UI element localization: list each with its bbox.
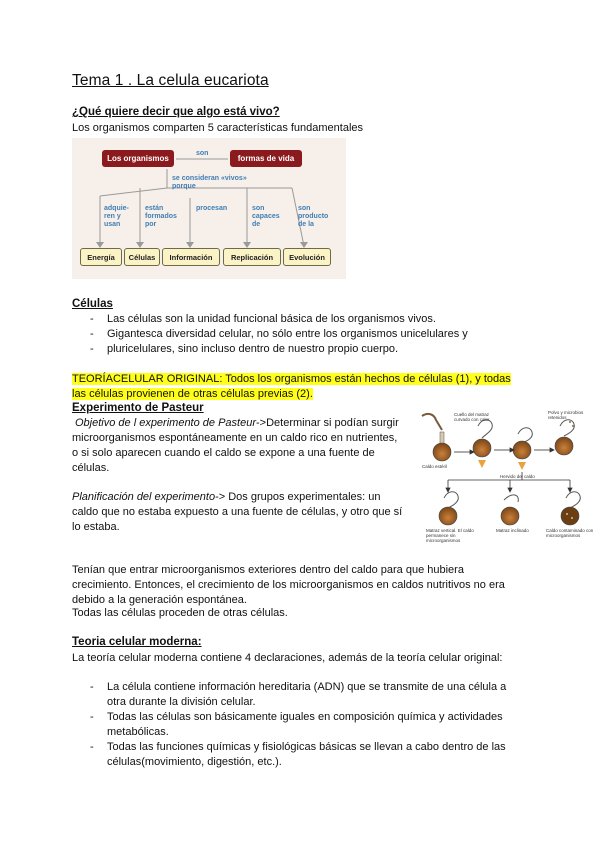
label-se-consideran: se consideran «vivos» <box>172 175 247 182</box>
branch-label-replicacion: son capaces de <box>252 205 280 228</box>
branch-label-evolucion: son producto de la <box>298 205 329 228</box>
pasteur-objetivo: Objetivo de l experimento de Pasteur->Determinar si podían surgir <box>75 417 399 429</box>
flask-heating-1 <box>473 420 492 468</box>
connector-son: son <box>196 150 209 157</box>
caption-bottom-right: Caldo contaminado con microorganismos <box>546 528 594 538</box>
page-title: Tema 1 . La celula eucariota <box>72 72 269 89</box>
section-heading-moderna: Teoria celular moderna: <box>72 636 202 648</box>
pasteur-conclusion: Todas las células proceden de otras células. <box>72 607 288 619</box>
moderna-intro: La teoría celular moderna contiene 4 declaraciones, además de la teoría celular original: <box>72 652 503 664</box>
flask-heating-2 <box>513 428 532 470</box>
section-heading-vivo: ¿Qué quiere decir que algo está vivo? <box>72 106 280 118</box>
branch-label-celulas: están formados por <box>145 205 177 228</box>
moderna-list <box>72 680 542 770</box>
list-item: - Todas las funciones químicas y fisiológicas básicas se llevan a cabo dentro de las células(movimiento, digestión, etc.). <box>72 740 542 770</box>
flask-contaminated <box>561 492 580 525</box>
teoria-original-line-2: las células provienen de otras células previas (2). <box>72 388 313 400</box>
pasteur-objetivo-line: o si solo aparecen cuando el caldo se expone a una fuente de <box>72 447 375 459</box>
pasteur-experiment-figure <box>420 408 600 548</box>
concept-map-figure <box>72 138 346 279</box>
list-item: - Gigantesca diversidad celular, no sólo entre los organismos unicelulares y <box>72 327 542 342</box>
list-item: - Todas las células son básicamente iguales en composición química y actividades metabólicas. <box>72 710 542 740</box>
box-energia: Energía <box>80 248 122 266</box>
pasteur-planificacion-line: lo estaba. <box>72 521 120 533</box>
flask-tilted <box>501 495 519 525</box>
list-item: - La célula contiene información hereditaria (ADN) que se transmite de una célula a otra durante la división celular. <box>72 680 542 710</box>
celulas-list <box>72 312 542 357</box>
branch-label-informacion: procesan <box>196 205 228 212</box>
caption-boil: Caldo estéril <box>422 464 448 469</box>
box-informacion: Información <box>162 248 220 266</box>
pasteur-planificacion: Planificación del experimento-> Dos grupos experimentales: un <box>72 491 381 503</box>
pasteur-result-line: Tenían que entrar microorganismos exteriores dentro del caldo para que hubiera <box>72 564 464 576</box>
section-heading-celulas: Células <box>72 298 113 310</box>
node-los-organismos: Los organismos <box>102 150 174 167</box>
flask-initial <box>422 414 451 461</box>
label-porque: porque <box>172 183 196 190</box>
box-evolucion: Evolución <box>283 248 331 266</box>
pasteur-objetivo-line: microorganismos espontáneamente en un caldo rico en nutrientes, <box>72 432 398 444</box>
teoria-original-line-1: TEORÍACELULAR ORIGINAL: Todos los organismos están hechos de células (1), y todas <box>72 373 511 385</box>
flask-upright <box>439 492 458 525</box>
branch-label-energia: adquie- ren y usan <box>104 205 129 228</box>
caption-bottom-left: Matraz vertical. El caldo permanece sin microorganismos <box>426 528 474 543</box>
flask-dust <box>555 420 574 455</box>
pasteur-objetivo-line: células. <box>72 462 110 474</box>
section-heading-pasteur: Experimento de Pasteur <box>72 402 204 414</box>
pasteur-planificacion-line: caldo que no estaba expuesto a una fuente de células, y otro que sí <box>72 506 403 518</box>
pasteur-result-line: crecimiento. Entonces, el crecimiento de los microorganismos en caldos nutritivos no era <box>72 579 505 591</box>
caption-top-left: Cuello del matraz curvado con calor <box>454 412 490 422</box>
node-formas-de-vida: formas de vida <box>230 150 302 167</box>
caption-steam: Hervido del caldo <box>500 474 535 479</box>
pasteur-result-line: debido a la generación espontánea. <box>72 594 247 606</box>
box-celulas: Células <box>124 248 160 266</box>
list-item-continuation: - pluricelulares, sino incluso dentro de nuestro propio cuerpo. <box>72 342 542 357</box>
caption-bottom-mid: Matraz inclinado <box>496 528 529 533</box>
caption-top-right: Polvo y microbios retenidos <box>548 410 584 420</box>
list-item: - Las células son la unidad funcional básica de los organismos vivos. <box>72 312 542 327</box>
box-replicacion: Replicación <box>223 248 281 266</box>
section-intro: Los organismos comparten 5 características fundamentales <box>72 122 364 134</box>
